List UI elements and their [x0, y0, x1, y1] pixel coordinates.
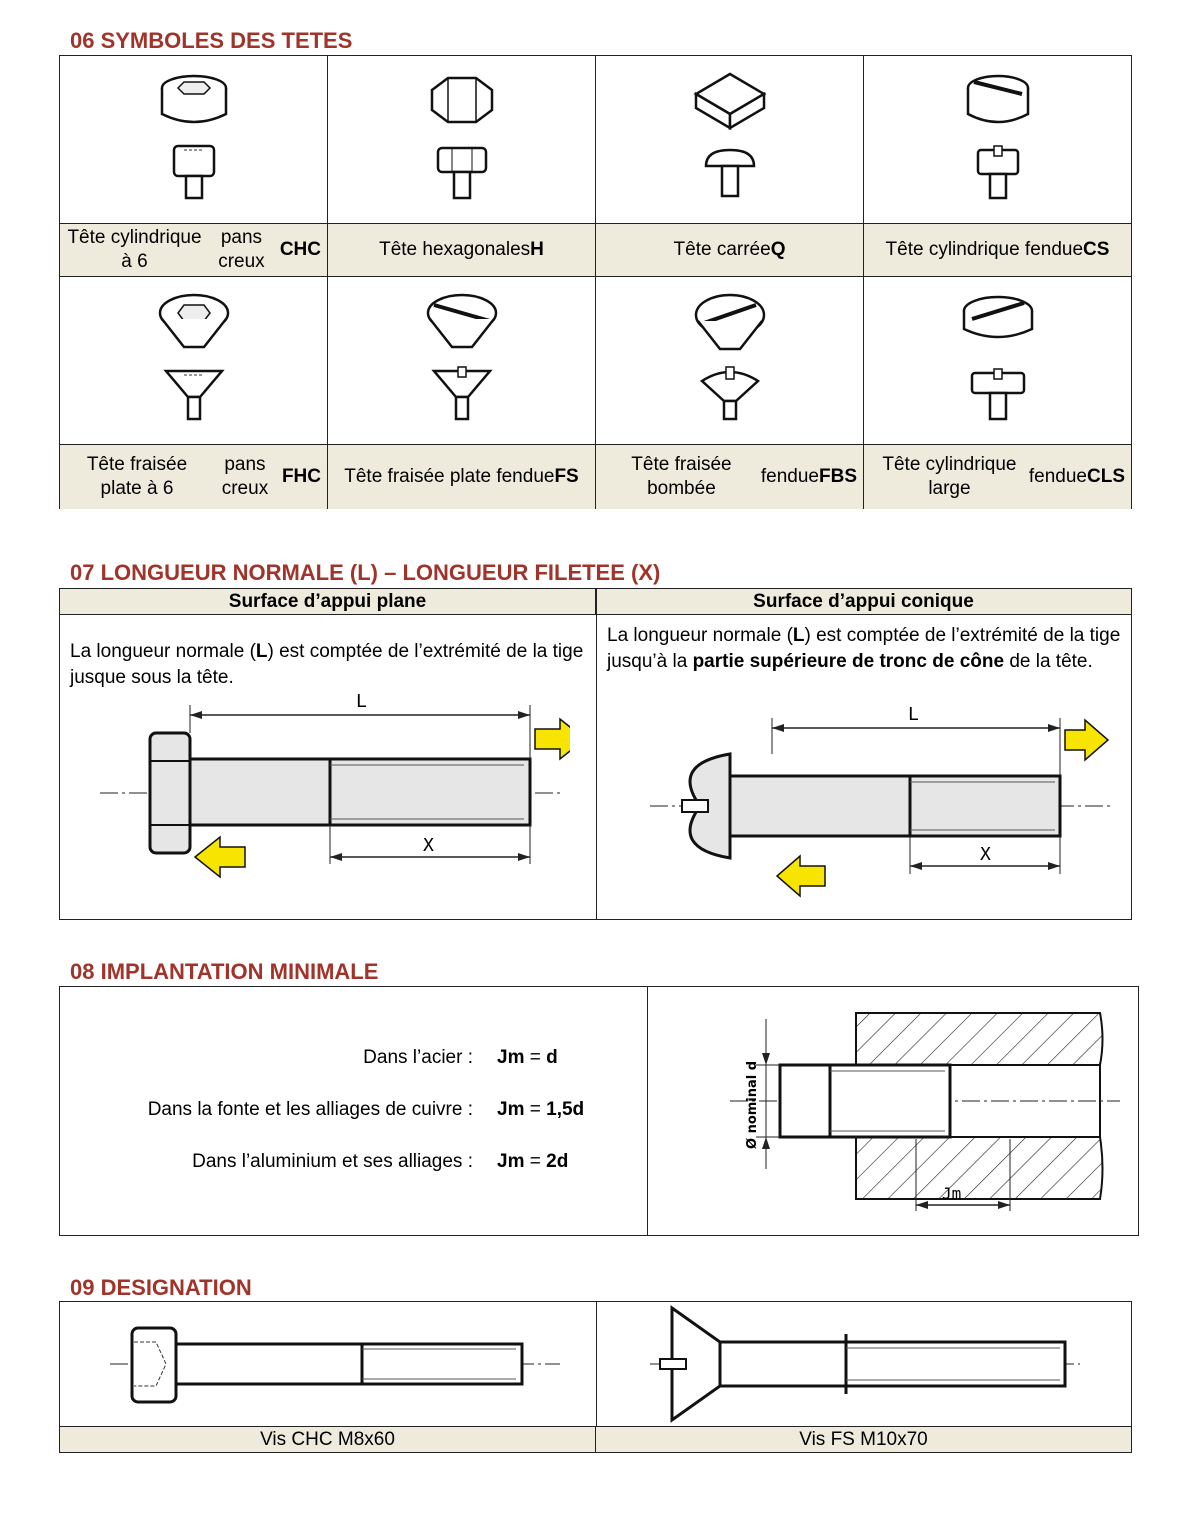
designation-table [59, 1301, 1132, 1453]
head-illustration-cell [596, 277, 864, 445]
fs-screw-drawing [650, 1304, 1080, 1426]
head-caption-line1: Tête fraisée plate à 6 [86, 454, 188, 499]
hex-bolt-length-diagram [90, 689, 570, 889]
head-illustration-cell [864, 56, 1131, 224]
head-illustration-cell [328, 277, 596, 445]
head-illustration-cell [864, 277, 1131, 445]
hexagon-head-icon [328, 56, 595, 223]
designation-caption-fs: Vis FS M10x70 [596, 1426, 1131, 1452]
head-code: CHC [279, 239, 321, 260]
socket-countersunk-head-icon [60, 277, 327, 444]
svg-text:X: X [980, 844, 991, 865]
head-illustration-cell [60, 277, 328, 445]
countersunk-bolt-length-diagram [630, 704, 1120, 914]
head-illustration-cell [328, 56, 596, 224]
head-caption-line1: Tête fraisée plate fendue [344, 466, 555, 487]
head-caption [60, 445, 328, 509]
conical-bearing-text: La longueur normale (L) est comptée de l’extrémité de la tige jusqu’à la partie supérieure de tronc de cône de la tête. [607, 625, 1121, 672]
head-caption [864, 224, 1131, 277]
head-caption-line1: Tête fraisée bombée [631, 454, 732, 499]
socket-cylinder-head-icon [60, 56, 327, 223]
length-table [59, 588, 1132, 920]
svg-text:L: L [908, 704, 919, 725]
dim-L-label: L [356, 691, 367, 712]
head-caption-line1: Tête cylindrique large [882, 454, 1017, 499]
head-caption-line2: Tête carrée [673, 239, 771, 260]
conical-bearing-header: Surface d’appui conique [596, 589, 1131, 615]
section-title-07: 07 LONGUEUR NORMALE (L) – LONGUEUR FILETEE (X) [70, 560, 661, 585]
square-head-icon [596, 56, 863, 223]
jm-dimension-label: Jm [942, 1184, 962, 1203]
plane-bearing-header: Surface d’appui plane [60, 589, 596, 615]
head-caption [596, 445, 864, 509]
nominal-d-label: Ø nominal d [745, 1060, 760, 1149]
head-caption-line2: pans creux [221, 454, 269, 499]
head-code: FHC [281, 466, 321, 487]
head-illustration-cell [596, 56, 864, 224]
plane-bearing-text: La longueur normale (L) est comptée de l’extrémité de la tige jusque sous la tête. [70, 641, 584, 688]
head-code: CS [1083, 239, 1110, 260]
implantation-rule-value: Jm = 2d [497, 1151, 569, 1172]
head-caption [596, 224, 864, 277]
slotted-pan-head-icon [864, 277, 1131, 444]
head-caption-line1: Tête cylindrique fendue [885, 239, 1084, 260]
bearing-arrow-left [195, 837, 245, 877]
dim-X-label: X [423, 835, 434, 856]
column-divider [596, 589, 597, 919]
head-caption-line2: fendue [760, 466, 819, 487]
head-code: FS [554, 466, 579, 487]
implantation-rule-label: Dans la fonte et les alliages de cuivre : [147, 1099, 473, 1120]
implantation-table [59, 986, 1139, 1236]
column-divider [647, 987, 648, 1235]
section-title-08: 08 IMPLANTATION MINIMALE [70, 959, 379, 984]
implantation-rule-label: Dans l’acier : [363, 1047, 473, 1068]
head-code: Q [770, 239, 786, 260]
head-caption-line2: pans creux [218, 227, 265, 272]
implantation-rule-value: Jm = 1,5d [497, 1099, 585, 1120]
head-caption-line2: Tête hexagonales [379, 239, 531, 260]
head-caption-line2: fendue [1028, 466, 1087, 487]
implantation-rule-label: Dans l’aluminium et ses alliages : [192, 1151, 473, 1172]
slotted-countersunk-head-icon [328, 277, 595, 444]
head-code: H [530, 239, 544, 260]
bearing-arrow-right [535, 719, 570, 759]
thread-engagement-diagram [680, 999, 1120, 1229]
slotted-raised-countersunk-head-icon [596, 277, 863, 444]
head-caption [60, 224, 328, 277]
designation-caption-chc: Vis CHC M8x60 [60, 1426, 596, 1452]
head-caption [864, 445, 1131, 509]
head-caption-line1: Tête cylindrique à 6 [67, 227, 202, 272]
head-code: FBS [819, 466, 857, 487]
chc-screw-drawing [110, 1312, 560, 1422]
head-caption [328, 224, 596, 277]
head-illustration-cell [60, 56, 328, 224]
section-title-06: 06 SYMBOLES DES TETES [70, 28, 353, 53]
section-title-09: 09 DESIGNATION [70, 1275, 252, 1300]
implantation-rule-value: Jm = d [497, 1047, 558, 1068]
head-caption [328, 445, 596, 509]
heads-table [59, 55, 1132, 509]
slotted-cylinder-head-icon [864, 56, 1131, 223]
head-code: CLS [1087, 466, 1125, 487]
